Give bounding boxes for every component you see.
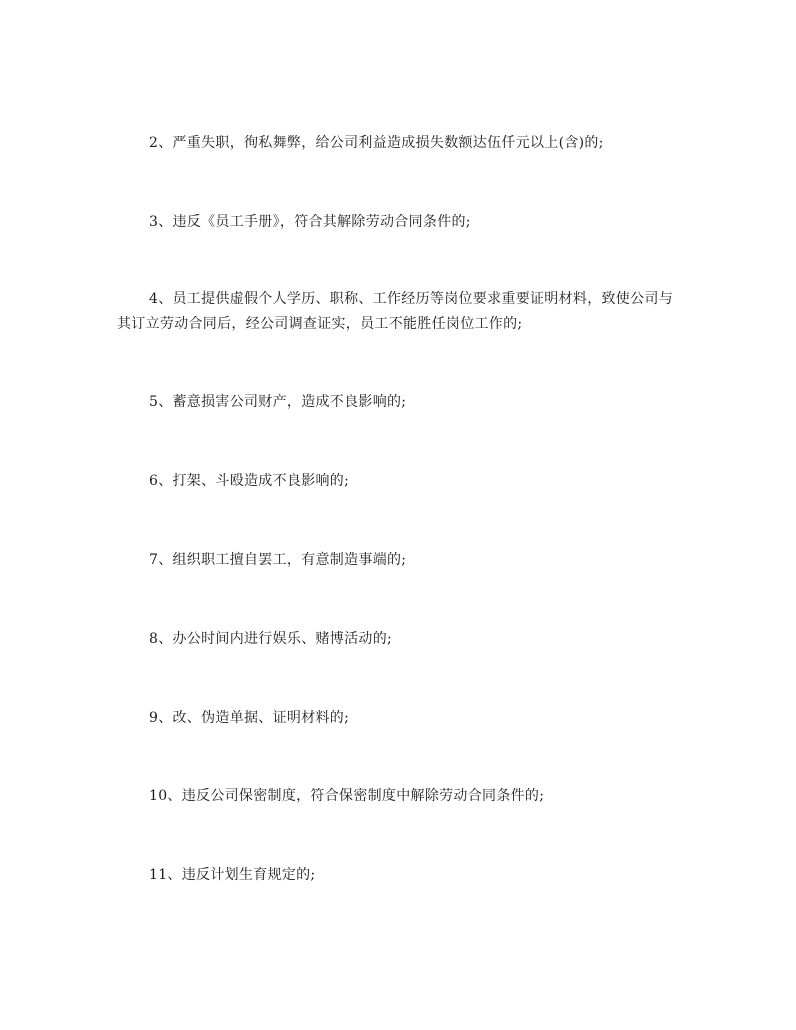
paragraph-item-7: 7、组织职工擅自罢工，有意制造事端的; — [149, 552, 407, 568]
paragraph-item-5: 5、蓄意损害公司财产，造成不良影响的; — [149, 394, 407, 410]
paragraph-item-11: 11、违反计划生育规定的; — [149, 867, 316, 883]
paragraph-item-6: 6、打架、斗殴造成不良影响的; — [149, 473, 350, 489]
paragraph-item-8: 8、办公时间内进行娱乐、赌博活动的; — [149, 631, 393, 647]
paragraph-item-10: 10、违反公司保密制度，符合保密制度中解除劳动合同条件的; — [149, 788, 545, 804]
paragraph-item-4: 4、员工提供虚假个人学历、职称、工作经历等岗位要求重要证明材料，致使公司与其订立劳动合同后，经公司调查证实，员工不能胜任岗位工作的; — [117, 291, 674, 332]
paragraph-item-2: 2、严重失职，徇私舞弊，给公司利益造成损失数额达伍仟元以上(含)的; — [149, 135, 604, 151]
paragraph-item-9: 9、改、伪造单据、证明材料的; — [149, 710, 350, 726]
paragraph-item-3: 3、违反《员工手册》，符合其解除劳动合同条件的; — [149, 214, 471, 230]
